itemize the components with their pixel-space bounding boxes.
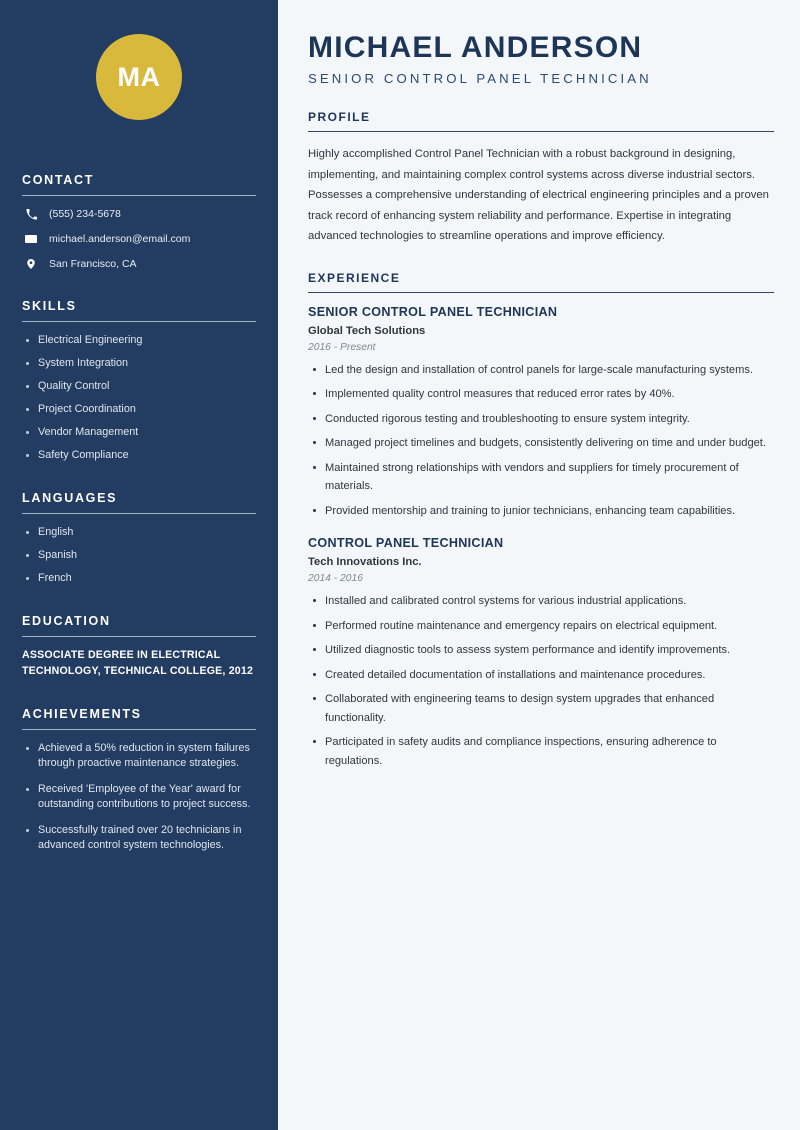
list-item: Collaborated with engineering teams to design system upgrades that enhanced functionality. [308, 690, 774, 727]
list-item: Successfully trained over 20 technicians in advanced control system technologies. [22, 823, 256, 853]
list-item: Project Coordination [22, 402, 256, 417]
list-item: Quality Control [22, 379, 256, 394]
profile-heading: PROFILE [308, 110, 371, 124]
languages-divider [22, 513, 256, 514]
list-item: French [22, 571, 256, 586]
experience-entry [308, 536, 774, 770]
map-pin-icon [22, 258, 40, 270]
contact-phone-text: (555) 234-5678 [49, 208, 121, 220]
list-item: Electrical Engineering [22, 333, 256, 348]
list-item: Utilized diagnostic tools to assess system performance and identify improvements. [308, 641, 774, 660]
skills-heading: SKILLS [22, 299, 77, 313]
languages-section [22, 491, 256, 586]
contact-section [22, 173, 256, 271]
list-item: Implemented quality control measures that reduced error rates by 40%. [308, 385, 774, 404]
list-item: Performed routine maintenance and emergency repairs on electrical equipment. [308, 617, 774, 636]
list-item: System Integration [22, 356, 256, 371]
phone-icon [22, 209, 40, 220]
achievements-section [22, 707, 256, 853]
education-section [22, 614, 256, 679]
experience-section [308, 271, 774, 771]
list-item: English [22, 525, 256, 540]
list-item: Safety Compliance [22, 448, 256, 463]
headline-subtitle: SENIOR CONTROL PANEL TECHNICIAN [308, 71, 652, 86]
contact-item-location[interactable] [22, 257, 256, 271]
education-divider [22, 636, 256, 637]
contact-location-text: San Francisco, CA [49, 258, 137, 270]
job-company: Global Tech Solutions [308, 324, 426, 337]
contact-item-email[interactable] [22, 232, 256, 246]
main-content [288, 0, 800, 1130]
job-company: Tech Innovations Inc. [308, 556, 422, 568]
skills-section [22, 299, 256, 463]
job-bullets [308, 592, 774, 770]
list-item: Provided mentorship and training to junior technicians, enhancing team capabilities. [308, 502, 774, 521]
job-dates: 2016 - Present [308, 341, 376, 353]
avatar [96, 34, 182, 120]
list-item: Led the design and installation of control panels for large-scale manufacturing systems. [308, 361, 774, 380]
achievements-heading: ACHIEVEMENTS [22, 707, 142, 721]
contact-email-text: michael.anderson@email.com [49, 233, 191, 245]
skills-divider [22, 321, 256, 322]
list-item: Spanish [22, 548, 256, 563]
experience-entry [308, 305, 774, 521]
achievements-list [22, 741, 256, 853]
profile-divider [308, 131, 774, 132]
list-item: Maintained strong relationships with vendors and suppliers for timely procurement of materials. [308, 459, 774, 496]
experience-divider [308, 292, 774, 293]
list-item: Achieved a 50% reduction in system failures through proactive maintenance strategies. [22, 741, 256, 771]
list-item: Installed and calibrated control systems for various industrial applications. [308, 592, 774, 611]
job-title: CONTROL PANEL TECHNICIAN [308, 536, 504, 550]
list-item: Created detailed documentation of installations and maintenance procedures. [308, 666, 774, 685]
achievements-divider [22, 729, 256, 730]
list-item: Managed project timelines and budgets, consistently delivering on time and under budget. [308, 434, 774, 453]
education-entry: ASSOCIATE DEGREE IN ELECTRICAL TECHNOLOGY, TECHNICAL COLLEGE, 2012 [22, 649, 254, 677]
avatar-initials: MA [117, 61, 161, 92]
contact-heading: CONTACT [22, 173, 95, 187]
languages-heading: LANGUAGES [22, 491, 118, 505]
list-item: Received 'Employee of the Year' award for outstanding contributions to project success. [22, 782, 256, 812]
list-item: Vendor Management [22, 425, 256, 440]
profile-section [308, 110, 774, 247]
job-bullets [308, 361, 774, 521]
page-title: MICHAEL ANDERSON [308, 31, 643, 64]
sidebar [0, 0, 278, 1130]
envelope-icon [22, 233, 40, 245]
skills-list [22, 333, 256, 463]
contact-divider [22, 195, 256, 196]
contact-item-phone[interactable] [22, 207, 256, 221]
list-item: Conducted rigorous testing and troubleshooting to ensure system integrity. [308, 410, 774, 429]
job-title: SENIOR CONTROL PANEL TECHNICIAN [308, 304, 558, 319]
languages-list [22, 525, 256, 586]
list-item: Participated in safety audits and compliance inspections, ensuring adherence to regulations. [308, 733, 774, 770]
profile-text: Highly accomplished Control Panel Technician with a robust background in designing, implementing, and maintaining complex control systems across diverse industrial sectors. Possesses a comprehensive understanding of electrical engineering principles and a proven track record of enhancing system reliability and performance. Expertise in integrating advanced technologies to streamline operations and improve efficiency. [308, 148, 769, 242]
education-heading: EDUCATION [22, 614, 111, 628]
experience-heading: EXPERIENCE [308, 270, 401, 285]
job-dates: 2014 - 2016 [308, 573, 363, 584]
